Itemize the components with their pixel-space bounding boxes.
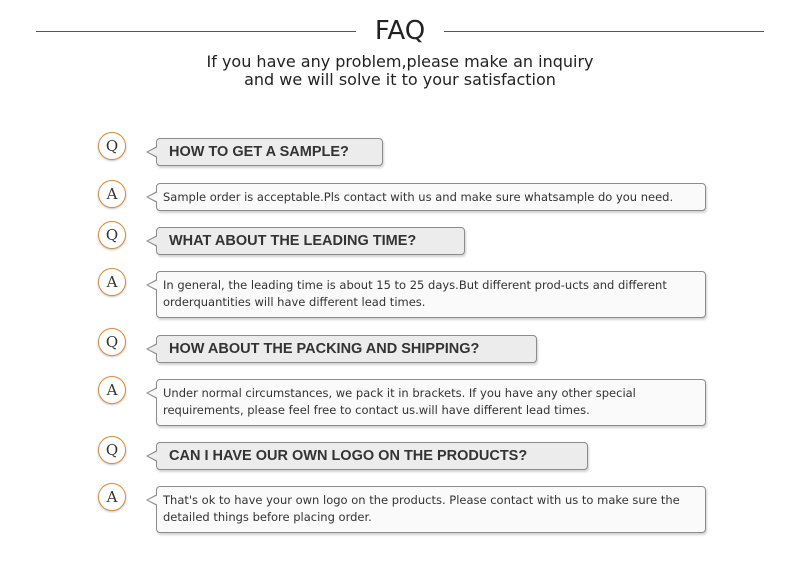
question-text: HOW TO GET A SAMPLE? xyxy=(169,144,349,160)
answer-text-line-2: detailed things before placing order. xyxy=(163,510,372,524)
question-badge-icon: Q xyxy=(98,328,126,356)
answer-badge-icon: A xyxy=(98,376,126,404)
question-badge-icon: Q xyxy=(98,221,126,249)
question-text: HOW ABOUT THE PACKING AND SHIPPING? xyxy=(169,341,480,357)
question-badge-icon: Q xyxy=(98,436,126,464)
answer-text-line-1: In general, the leading time is about 15 to 25 days.But different prod-ucts and different xyxy=(163,278,667,292)
question-bubble xyxy=(156,138,383,166)
answer-text-line-2: requirements, please feel free to contact us.will have different lead times. xyxy=(163,403,590,417)
answer-badge-icon: A xyxy=(98,180,126,208)
answer-bubble xyxy=(156,379,706,426)
answer-text-line-1: That's ok to have your own logo on the products. Please contact with us to make sure the xyxy=(163,493,680,507)
answer-badge-icon: A xyxy=(98,483,126,511)
question-text: CAN I HAVE OUR OWN LOGO ON THE PRODUCTS? xyxy=(169,448,528,464)
answer-text-line-1: Under normal circumstances, we pack it in brackets. If you have any other special xyxy=(163,386,636,400)
question-text: WHAT ABOUT THE LEADING TIME? xyxy=(169,233,417,249)
question-bubble xyxy=(156,442,588,470)
answer-badge-icon: A xyxy=(98,268,126,296)
answer-text-line-2: orderquantities will have different lead times. xyxy=(163,295,426,309)
question-bubble xyxy=(156,227,465,255)
answer-bubble xyxy=(156,486,706,533)
subtitle-line-2: and we will solve it to your satisfaction xyxy=(244,70,556,89)
answer-bubble xyxy=(156,271,706,318)
subtitle-line-1: If you have any problem,please make an inquiry xyxy=(206,52,594,71)
answer-bubble xyxy=(156,183,706,211)
answer-text-line-1: Sample order is acceptable.Pls contact with us and make sure whatsample do you need. xyxy=(163,190,674,204)
page-title: FAQ xyxy=(374,16,426,46)
question-bubble xyxy=(156,335,537,363)
question-badge-icon: Q xyxy=(98,132,126,160)
